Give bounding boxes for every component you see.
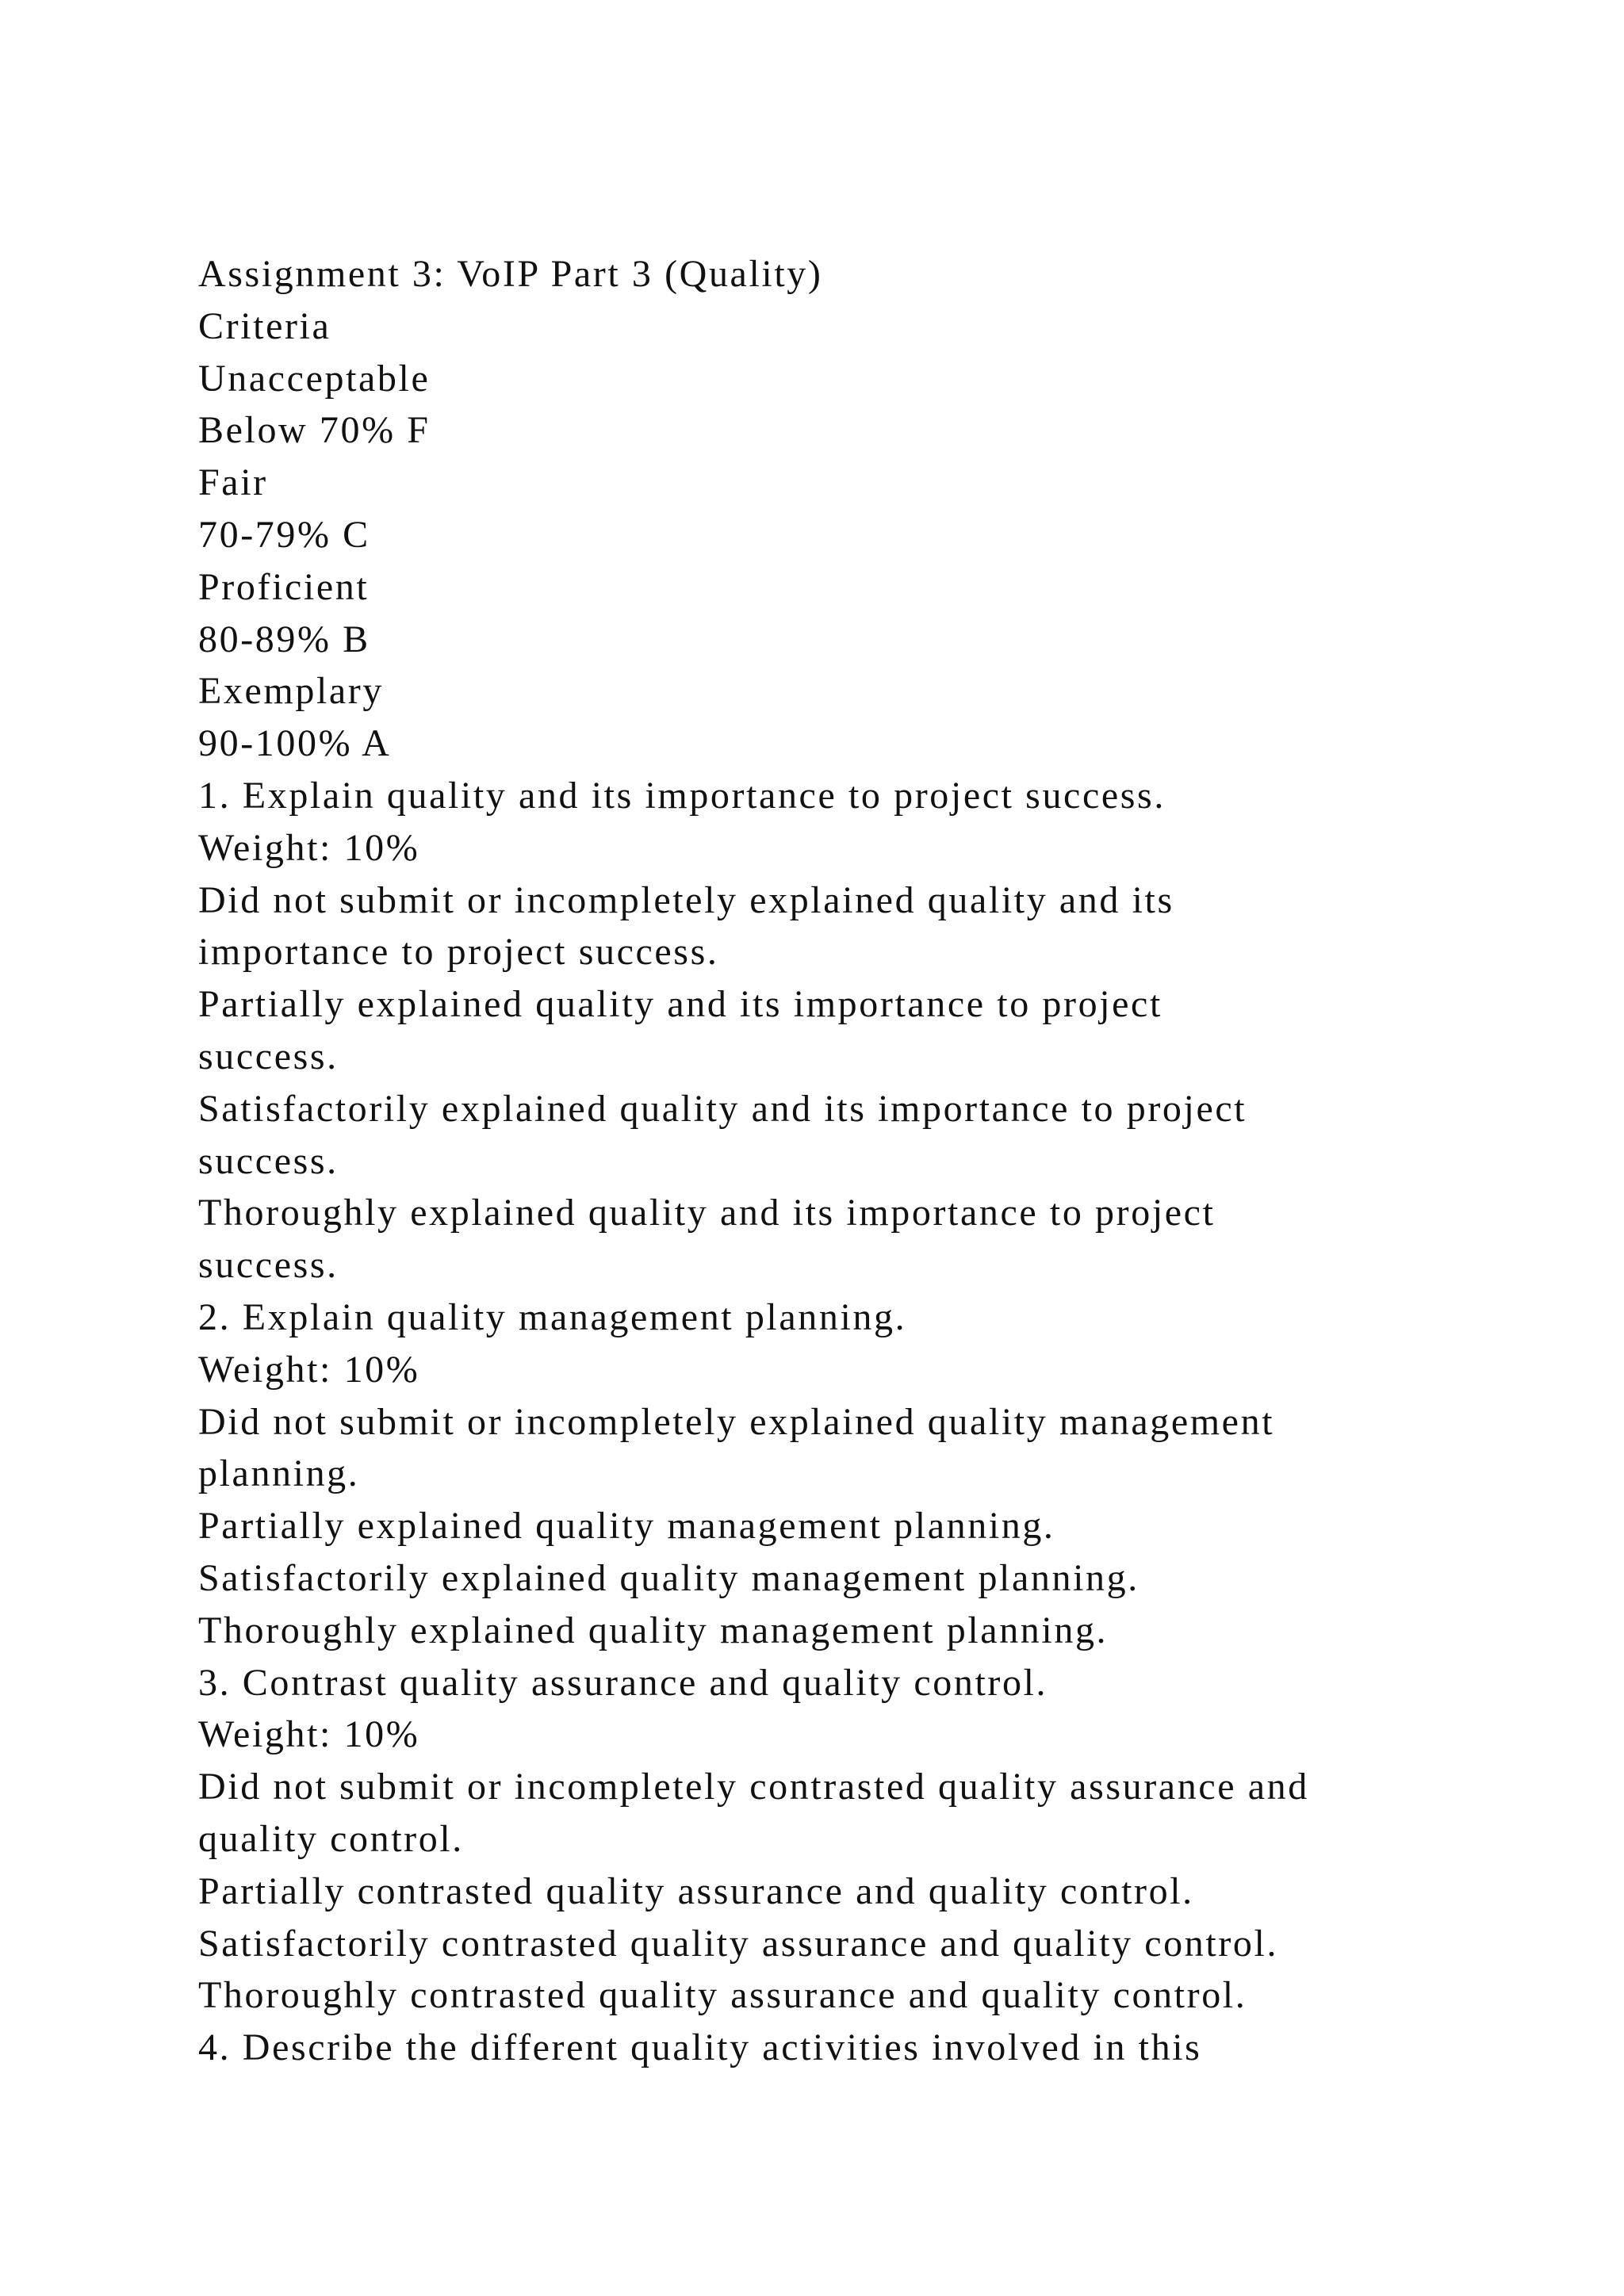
criterion-2-unacceptable: Did not submit or incompletely explained quality management [198,1400,1275,1443]
level-exemplary-range: 90-100% A [198,722,392,765]
criterion-1-exemplary-cont: success. [198,1244,339,1287]
criterion-3-fair: Partially contrasted quality assurance and quality control. [198,1869,1194,1912]
criterion-1-fair-cont: success. [198,1035,339,1077]
criterion-2-proficient: Satisfactorily explained quality management planning. [198,1556,1139,1599]
criterion-3-exemplary: Thoroughly contrasted quality assurance and quality control. [198,1974,1247,2017]
criterion-3-proficient: Satisfactorily contrasted quality assurance and quality control. [198,1922,1279,1965]
criterion-2-weight: Weight: 10% [198,1348,420,1391]
level-unacceptable-range: Below 70% F [198,409,431,452]
criterion-1-exemplary: Thoroughly explained quality and its importance to project [198,1192,1216,1234]
criterion-4-title: 4. Describe the different quality activities involved in this [198,2026,1202,2069]
criterion-1-unacceptable-cont: importance to project success. [198,931,719,974]
criterion-1-proficient-cont: success. [198,1139,339,1182]
criterion-3-weight: Weight: 10% [198,1713,420,1756]
criterion-2-fair: Partially explained quality management planning. [198,1505,1055,1548]
document-body [198,248,1483,2074]
level-fair-range: 70-79% C [198,513,370,556]
criteria-heading: Criteria [198,304,331,347]
level-exemplary-label: Exemplary [198,670,384,713]
criterion-1-proficient: Satisfactorily explained quality and its importance to project [198,1087,1247,1130]
criterion-3-unacceptable-cont: quality control. [198,1817,464,1860]
criterion-3-unacceptable: Did not submit or incompletely contrasted quality assurance and [198,1766,1309,1808]
criterion-2-unacceptable-cont: planning. [198,1452,360,1495]
level-proficient-range: 80-89% B [198,618,370,660]
criterion-1-unacceptable: Did not submit or incompletely explained quality and its [198,878,1174,921]
level-unacceptable-label: Unacceptable [198,357,431,400]
document-title: Assignment 3: VoIP Part 3 (Quality) [198,253,823,295]
level-fair-label: Fair [198,461,268,504]
criterion-2-title: 2. Explain quality management planning. [198,1295,907,1338]
criterion-1-weight: Weight: 10% [198,826,420,869]
criterion-3-title: 3. Contrast quality assurance and quality control. [198,1661,1048,1704]
criterion-1-title: 1. Explain quality and its importance to project success. [198,774,1166,817]
criterion-1-fair: Partially explained quality and its importance to project [198,983,1162,1026]
criterion-2-exemplary: Thoroughly explained quality management planning. [198,1609,1109,1651]
level-proficient-label: Proficient [198,565,370,608]
